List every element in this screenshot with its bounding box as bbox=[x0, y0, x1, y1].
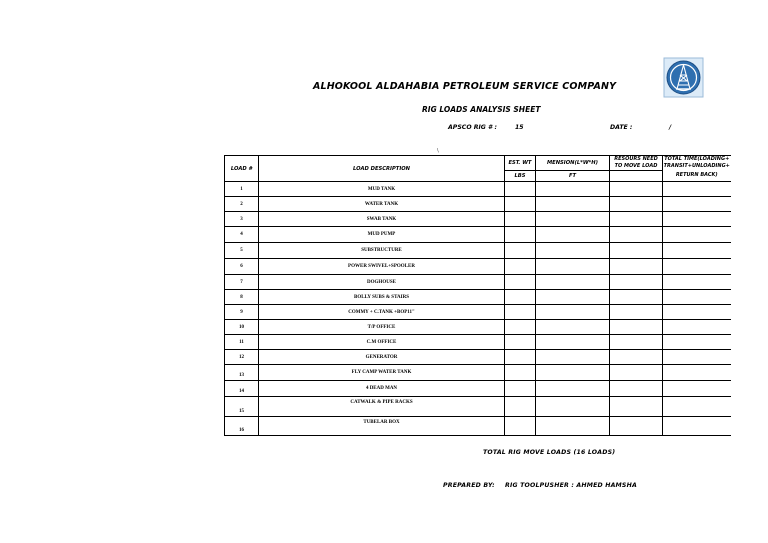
resources-cell bbox=[610, 365, 663, 381]
load-no-cell: 1 bbox=[225, 182, 259, 197]
total-time-header-line1: TOTAL TIME(LOADING+ bbox=[664, 156, 730, 162]
dimension-cell bbox=[536, 335, 610, 350]
total-time-cell bbox=[663, 197, 731, 212]
est-wt-cell bbox=[505, 212, 536, 227]
dimension-cell bbox=[536, 290, 610, 305]
load-description-cell: T/P OFFICE bbox=[259, 320, 505, 335]
resources-unit-cell bbox=[610, 171, 663, 182]
load-no-header: LOAD # bbox=[225, 156, 259, 182]
load-description-cell: GENERATOR bbox=[259, 350, 505, 365]
load-no-cell: 12 bbox=[225, 350, 259, 365]
est-wt-cell bbox=[505, 243, 536, 259]
total-time-cell bbox=[663, 305, 731, 320]
date-value: / bbox=[669, 124, 672, 131]
total-time-cell bbox=[663, 275, 731, 290]
est-wt-cell bbox=[505, 197, 536, 212]
est-wt-cell bbox=[505, 381, 536, 397]
load-description-cell: SUBSTRUCTURE bbox=[259, 243, 505, 259]
load-no-cell: 11 bbox=[225, 335, 259, 350]
derrick-logo-icon bbox=[663, 57, 704, 98]
cell-mark: \ bbox=[437, 148, 439, 154]
dimension-cell bbox=[536, 320, 610, 335]
load-description-cell: C.M OFFICE bbox=[259, 335, 505, 350]
load-description-header: LOAD DESCRIPTION bbox=[259, 156, 505, 182]
total-loads-text: TOTAL RIG MOVE LOADS (16 LOADS) bbox=[483, 449, 616, 456]
resources-cell bbox=[610, 182, 663, 197]
table-row bbox=[225, 197, 731, 212]
dimension-cell bbox=[536, 397, 610, 417]
dimension-cell bbox=[536, 182, 610, 197]
resources-cell bbox=[610, 275, 663, 290]
resources-cell bbox=[610, 335, 663, 350]
load-description-cell: COMMY + C.TANK +BOP11" bbox=[259, 305, 505, 320]
dimension-header: MENSION(L*W*H) bbox=[536, 156, 610, 171]
load-no-cell: 14 bbox=[225, 381, 259, 397]
dimension-cell bbox=[536, 350, 610, 365]
load-no-cell: 16 bbox=[225, 417, 259, 436]
est-wt-cell bbox=[505, 335, 536, 350]
dimension-cell bbox=[536, 197, 610, 212]
dimension-cell bbox=[536, 259, 610, 275]
load-description-cell: POWER SWIVEL+SPOOLER bbox=[259, 259, 505, 275]
load-no-cell: 2 bbox=[225, 197, 259, 212]
dimension-cell bbox=[536, 305, 610, 320]
table-row bbox=[225, 365, 731, 381]
total-time-cell bbox=[663, 320, 731, 335]
est-wt-cell bbox=[505, 259, 536, 275]
table-row bbox=[225, 397, 731, 417]
table-row bbox=[225, 290, 731, 305]
total-time-cell bbox=[663, 259, 731, 275]
est-wt-header: EST. WT bbox=[505, 156, 536, 171]
dimension-cell bbox=[536, 212, 610, 227]
prepared-by-value: RIG TOOLPUSHER : AHMED HAMSHA bbox=[505, 482, 637, 489]
est-wt-cell bbox=[505, 417, 536, 436]
dimension-cell bbox=[536, 381, 610, 397]
sheet-title: RIG LOADS ANALYSIS SHEET bbox=[422, 105, 541, 114]
total-time-cell bbox=[663, 417, 731, 436]
prepared-by-label: PREPARED BY: bbox=[443, 482, 495, 489]
load-no-cell: 15 bbox=[225, 397, 259, 417]
loads-table bbox=[224, 155, 731, 436]
total-time-header-line2: TRANSIT+UNLOADING+ bbox=[663, 163, 730, 169]
resources-cell bbox=[610, 290, 663, 305]
load-description-cell: MUD TANK bbox=[259, 182, 505, 197]
table-row bbox=[225, 243, 731, 259]
resources-cell bbox=[610, 397, 663, 417]
dimension-cell bbox=[536, 243, 610, 259]
resources-cell bbox=[610, 259, 663, 275]
total-time-cell bbox=[663, 335, 731, 350]
resources-header bbox=[610, 156, 663, 171]
table-row bbox=[225, 335, 731, 350]
table-row bbox=[225, 305, 731, 320]
total-time-header-line3: RETURN BACK) bbox=[675, 172, 718, 178]
total-time-header bbox=[663, 156, 731, 182]
dimension-unit: FT bbox=[536, 171, 610, 182]
load-description-cell: FLY CAMP WATER TANK bbox=[259, 365, 505, 381]
load-no-cell: 8 bbox=[225, 290, 259, 305]
table-row bbox=[225, 275, 731, 290]
resources-cell bbox=[610, 197, 663, 212]
table-row bbox=[225, 259, 731, 275]
table-row bbox=[225, 417, 731, 436]
resources-cell bbox=[610, 417, 663, 436]
header-row bbox=[225, 156, 731, 171]
dimension-cell bbox=[536, 227, 610, 243]
load-no-cell: 7 bbox=[225, 275, 259, 290]
dimension-cell bbox=[536, 365, 610, 381]
total-time-cell bbox=[663, 365, 731, 381]
rig-label: APSCO RIG # : bbox=[448, 124, 497, 131]
table-row bbox=[225, 212, 731, 227]
total-time-cell bbox=[663, 182, 731, 197]
load-no-cell: 3 bbox=[225, 212, 259, 227]
load-description-cell: BOLLY SUBS & STAIRS bbox=[259, 290, 505, 305]
est-wt-cell bbox=[505, 275, 536, 290]
resources-header-line1: RESOURS NEED bbox=[614, 156, 658, 162]
table-row bbox=[225, 350, 731, 365]
resources-cell bbox=[610, 305, 663, 320]
table-row bbox=[225, 320, 731, 335]
est-wt-cell bbox=[505, 320, 536, 335]
total-time-cell bbox=[663, 381, 731, 397]
rig-value: 15 bbox=[515, 124, 524, 131]
est-wt-cell bbox=[505, 227, 536, 243]
table-row bbox=[225, 182, 731, 197]
total-time-cell bbox=[663, 350, 731, 365]
load-description-cell: 4 DEAD MAN bbox=[259, 381, 505, 397]
table-row bbox=[225, 227, 731, 243]
est-wt-cell bbox=[505, 290, 536, 305]
load-description-cell: CATWALK & PIPE RACKS bbox=[259, 397, 505, 417]
resources-cell bbox=[610, 320, 663, 335]
total-time-cell bbox=[663, 397, 731, 417]
est-wt-cell bbox=[505, 350, 536, 365]
company-name: ALHOKOOL ALDAHABIA PETROLEUM SERVICE COMPANY bbox=[313, 81, 617, 92]
load-description-cell: SWAB TANK bbox=[259, 212, 505, 227]
total-time-cell bbox=[663, 290, 731, 305]
load-no-cell: 6 bbox=[225, 259, 259, 275]
total-time-cell bbox=[663, 212, 731, 227]
total-time-cell bbox=[663, 243, 731, 259]
dimension-cell bbox=[536, 275, 610, 290]
est-wt-unit: LBS bbox=[505, 171, 536, 182]
resources-cell bbox=[610, 243, 663, 259]
resources-cell bbox=[610, 227, 663, 243]
load-no-cell: 5 bbox=[225, 243, 259, 259]
load-no-cell: 4 bbox=[225, 227, 259, 243]
load-description-cell: TUBELAR BOX bbox=[259, 417, 505, 436]
resources-cell bbox=[610, 381, 663, 397]
load-description-cell: MUD PUMP bbox=[259, 227, 505, 243]
table-row bbox=[225, 381, 731, 397]
est-wt-cell bbox=[505, 182, 536, 197]
est-wt-cell bbox=[505, 305, 536, 320]
resources-cell bbox=[610, 350, 663, 365]
load-no-cell: 13 bbox=[225, 365, 259, 381]
date-label: DATE : bbox=[610, 124, 633, 131]
load-description-cell: WATER TANK bbox=[259, 197, 505, 212]
load-no-cell: 9 bbox=[225, 305, 259, 320]
est-wt-cell bbox=[505, 365, 536, 381]
est-wt-cell bbox=[505, 397, 536, 417]
dimension-cell bbox=[536, 417, 610, 436]
total-time-cell bbox=[663, 227, 731, 243]
load-no-cell: 10 bbox=[225, 320, 259, 335]
load-description-cell: DOGHOUSE bbox=[259, 275, 505, 290]
resources-cell bbox=[610, 212, 663, 227]
resources-header-line2: TO MOVE LOAD bbox=[614, 163, 658, 169]
